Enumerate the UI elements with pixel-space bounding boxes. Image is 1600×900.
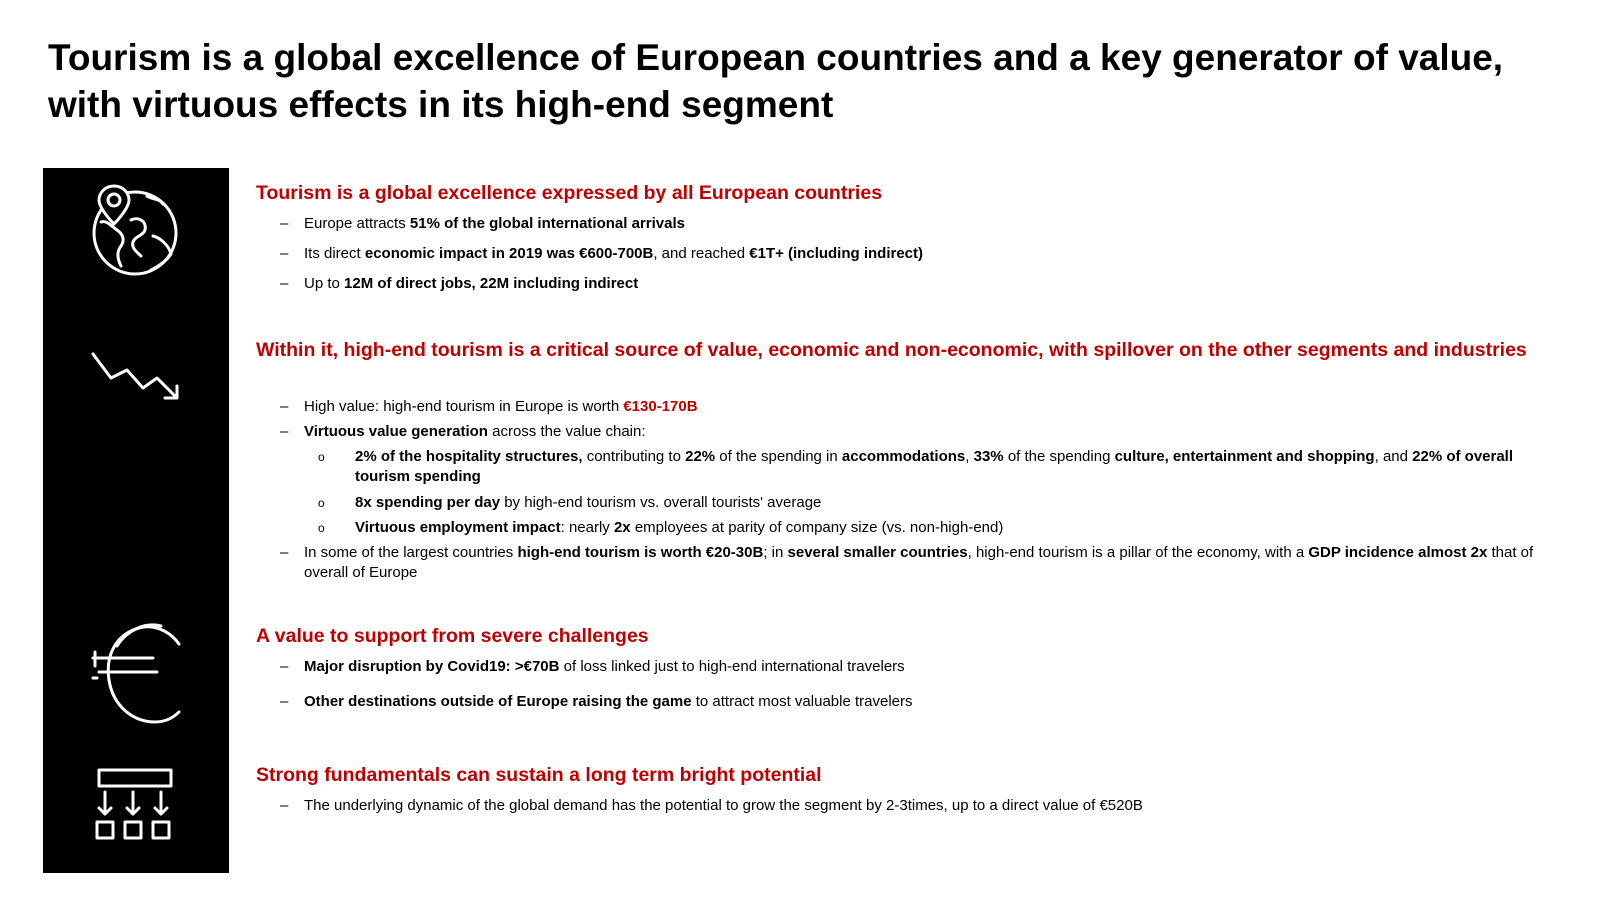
circle-marker: o [318, 496, 325, 510]
bullet-item: – Europe attracts 51% of the global international arrivals [280, 215, 685, 232]
sub-bullet-item: o 2% of the hospitality structures, contributing to 22% of the spending in accommodations, 33% of the spending culture, entertainment and shopping, and 22% of overall tourism spending [318, 448, 1514, 485]
bullet-item: – Up to 12M of direct jobs, 22M including indirect [280, 275, 639, 292]
section-heading-challenges: A value to support from severe challenges [256, 625, 649, 647]
section-heading-high-end-value: Within it, high-end tourism is a critical source of value, economic and non-economic, with spillover on the other segments and industries [256, 339, 1527, 361]
bullet-item: – Major disruption by Covid19: >€70B of loss linked just to high-end international travelers [280, 658, 905, 675]
bullet-item: – In some of the largest countries high-end tourism is worth €20-30B; in several smaller countries, high-end tourism is a pillar of the economy, with a GDP incidence almost 2x that of overall of Europe [280, 544, 1534, 581]
euro-icon [91, 618, 187, 730]
circle-marker: o [318, 450, 325, 464]
dash-marker: – [280, 398, 289, 415]
dash-marker: – [280, 797, 289, 814]
page-title: Tourism is a global excellence of European countries and a key generator of value, with virtuous effects in its high-end segment [48, 37, 1504, 125]
dash-marker: – [280, 693, 289, 710]
section-heading-fundamentals: Strong fundamentals can sustain a long term bright potential [256, 764, 822, 786]
globe-location-pin-icon [87, 176, 183, 278]
bullet-item: – Other destinations outside of Europe raising the game to attract most valuable travelers [280, 693, 913, 710]
dash-marker: – [280, 245, 289, 262]
section-heading-global-excellence: Tourism is a global excellence expressed by all European countries [256, 182, 883, 204]
bullet-item: – Virtuous value generation across the value chain: [280, 423, 646, 440]
bullet-item: – High value: high-end tourism in Europe is worth €130-170B [280, 398, 698, 415]
bullet-item: – The underlying dynamic of the global demand has the potential to grow the segment by 2-3times, up to a direct value of €520B [280, 797, 1143, 814]
dash-marker: – [280, 658, 289, 675]
dash-marker: – [280, 544, 289, 561]
dash-marker: – [280, 423, 289, 440]
dash-marker: – [280, 215, 289, 232]
downward-trend-arrow-icon [89, 348, 185, 402]
dash-marker: – [280, 275, 289, 292]
sub-bullet-item: o 8x spending per day by high-end tourism vs. overall tourists' average [318, 494, 822, 511]
sub-bullet-item: o Virtuous employment impact: nearly 2x employees at parity of company size (vs. non-high-end) [318, 519, 1004, 536]
hierarchy-distribution-icon [93, 766, 173, 842]
bullet-item: – Its direct economic impact in 2019 was €600-700B, and reached €1T+ (including indirect) [280, 245, 924, 262]
icon-sidebar [43, 168, 229, 873]
circle-marker: o [318, 521, 325, 535]
